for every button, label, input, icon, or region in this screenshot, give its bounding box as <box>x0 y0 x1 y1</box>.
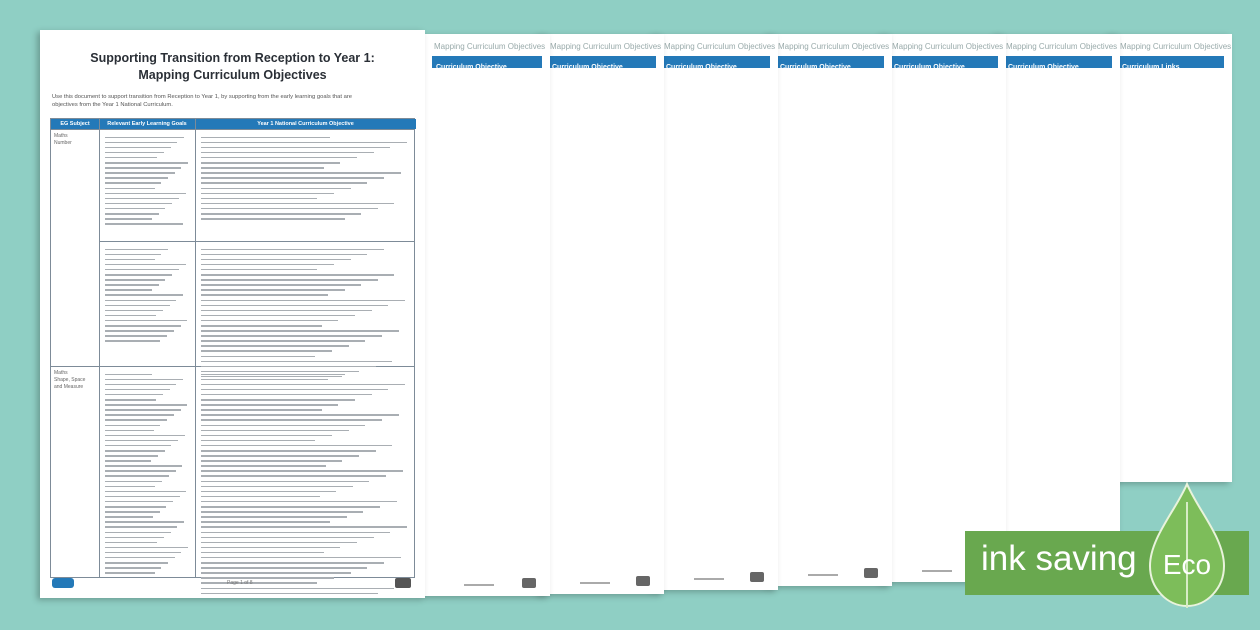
text-line <box>201 213 361 215</box>
back-page-header: Mapping Curriculum Objectives <box>778 42 890 51</box>
table-header-nc: Year 1 National Curriculum Objective <box>195 119 416 129</box>
nc-text-block-2 <box>201 245 409 381</box>
back-page-footer <box>778 570 882 578</box>
text-line <box>201 430 349 432</box>
text-line <box>201 315 355 317</box>
back-page-7 <box>1110 34 1232 482</box>
text-line <box>105 450 165 452</box>
title-line-1: Supporting Transition from Reception to Year 1: <box>90 51 375 65</box>
text-line <box>201 340 365 342</box>
text-line <box>201 414 399 416</box>
text-line <box>201 481 369 483</box>
text-line <box>201 172 401 174</box>
text-line <box>201 167 324 169</box>
text-line <box>201 335 382 337</box>
text-line <box>201 557 401 559</box>
back-page-3 <box>654 34 778 590</box>
text-line <box>105 399 156 401</box>
text-line <box>201 330 399 332</box>
text-line <box>201 593 378 595</box>
text-line <box>105 419 167 421</box>
text-line <box>105 465 182 467</box>
text-line <box>105 284 159 286</box>
text-line <box>201 137 330 139</box>
text-line <box>105 470 176 472</box>
text-line <box>105 310 163 312</box>
text-line <box>201 345 349 347</box>
back-page-table-header: Curriculum Objective <box>776 56 884 68</box>
intro-line-2: objectives from the Year 1 National Curriculum. <box>52 102 173 108</box>
text-line <box>105 511 160 513</box>
text-line <box>105 501 173 503</box>
text-line <box>201 572 351 574</box>
text-line <box>105 294 183 296</box>
front-page-footer <box>52 576 413 588</box>
text-line <box>105 137 184 139</box>
text-line <box>105 516 153 518</box>
text-line <box>105 526 177 528</box>
text-line <box>201 300 405 302</box>
text-line <box>105 188 155 190</box>
nc-text-block-1 <box>201 133 409 223</box>
text-line <box>201 289 345 291</box>
text-line <box>201 157 357 159</box>
text-line <box>105 425 160 427</box>
text-line <box>105 486 155 488</box>
text-line <box>105 374 152 376</box>
text-line <box>201 177 384 179</box>
text-line <box>105 557 175 559</box>
text-line <box>105 223 183 225</box>
back-page-header: Mapping Curriculum Objectives <box>434 42 546 51</box>
publisher-logo-icon <box>522 578 536 588</box>
text-line <box>105 142 177 144</box>
text-line <box>105 152 164 154</box>
nc-text-block-3 <box>201 370 409 598</box>
row1-subject: Maths Number <box>54 133 72 146</box>
back-page-table-header: Curriculum Links <box>1118 56 1224 68</box>
text-line <box>105 414 174 416</box>
text-line <box>105 254 161 256</box>
text-line <box>201 425 365 427</box>
text-line <box>201 279 378 281</box>
text-line <box>201 460 342 462</box>
text-line <box>105 562 168 564</box>
publisher-logo-icon <box>864 568 878 578</box>
text-line <box>201 470 403 472</box>
front-page <box>40 30 425 598</box>
text-line <box>201 389 388 391</box>
text-line <box>105 521 184 523</box>
eco-leaf-drop-icon <box>1148 482 1226 610</box>
text-line <box>105 177 168 179</box>
text-line <box>201 162 340 164</box>
text-line <box>105 279 165 281</box>
text-line <box>201 350 332 352</box>
text-line <box>105 274 172 276</box>
text-line <box>201 445 392 447</box>
text-line <box>201 506 380 508</box>
text-line <box>201 208 378 210</box>
text-line <box>105 330 174 332</box>
text-line <box>105 269 179 271</box>
text-line <box>105 379 183 381</box>
text-line <box>105 157 157 159</box>
twinkl-logo-icon <box>52 578 74 588</box>
text-line <box>105 218 152 220</box>
curriculum-table <box>50 118 415 578</box>
title-line-2: Mapping Curriculum Objectives <box>138 68 327 82</box>
text-line <box>201 547 340 549</box>
publisher-logo-icon <box>750 572 764 582</box>
text-line <box>105 440 178 442</box>
text-line <box>201 182 367 184</box>
text-line <box>201 537 374 539</box>
back-page-4 <box>768 34 892 586</box>
text-line <box>201 501 397 503</box>
text-line <box>105 305 170 307</box>
text-line <box>201 521 330 523</box>
text-line <box>201 193 334 195</box>
text-line <box>105 547 188 549</box>
text-line <box>201 249 384 251</box>
text-line <box>201 264 334 266</box>
text-line <box>201 152 374 154</box>
back-page-table-header: Curriculum Objective <box>548 56 656 68</box>
text-line <box>201 284 361 286</box>
text-line <box>105 384 176 386</box>
text-line <box>105 162 188 164</box>
page-number: Page 1 of 8 <box>227 580 253 586</box>
ink-saving-label: ink saving <box>981 539 1137 578</box>
text-line <box>105 147 171 149</box>
text-line <box>201 203 394 205</box>
text-line <box>201 465 326 467</box>
publisher-logo-icon <box>636 576 650 586</box>
text-line <box>105 208 165 210</box>
text-line <box>201 450 376 452</box>
text-line <box>201 142 407 144</box>
intro-text <box>52 93 413 109</box>
text-line <box>105 567 161 569</box>
back-page-header: Mapping Curriculum Objectives <box>1006 42 1118 51</box>
text-line <box>201 394 372 396</box>
text-line <box>201 325 322 327</box>
text-line <box>105 475 169 477</box>
text-line <box>105 325 181 327</box>
text-line <box>105 335 167 337</box>
text-line <box>201 259 351 261</box>
text-line <box>201 269 317 271</box>
text-line <box>201 294 328 296</box>
text-line <box>201 496 320 498</box>
eco-label: Eco <box>1162 549 1212 580</box>
text-line <box>105 167 181 169</box>
text-line <box>201 491 336 493</box>
text-line <box>105 264 186 266</box>
text-line <box>105 542 157 544</box>
text-line <box>105 506 166 508</box>
text-line <box>201 567 367 569</box>
text-line <box>201 310 372 312</box>
text-line <box>201 486 353 488</box>
elg-text-block-2 <box>105 245 189 345</box>
text-line <box>105 289 152 291</box>
back-page-header: Mapping Curriculum Objectives <box>550 42 662 51</box>
text-line <box>105 203 172 205</box>
text-line <box>201 374 345 376</box>
text-line <box>105 320 187 322</box>
text-line <box>201 356 315 358</box>
text-line <box>105 315 156 317</box>
text-line <box>105 537 164 539</box>
text-line <box>105 249 168 251</box>
back-page-header: Mapping Curriculum Objectives <box>1120 42 1232 51</box>
text-line <box>105 259 155 261</box>
text-line <box>201 404 338 406</box>
back-page-footer <box>664 574 768 582</box>
table-header-elg: Relevant Early Learning Goals <box>99 119 195 129</box>
back-page-2 <box>540 34 664 594</box>
text-line <box>105 572 155 574</box>
text-line <box>201 305 388 307</box>
text-line <box>201 320 338 322</box>
back-page-5 <box>882 34 1006 582</box>
text-line <box>105 496 180 498</box>
intro-line-1: Use this document to support transition from Reception to Year 1, by supporting from the early learning goals that are <box>52 94 352 100</box>
text-line <box>201 409 322 411</box>
text-line <box>201 552 324 554</box>
text-line <box>201 379 328 381</box>
back-page-table-header: Curriculum Objective <box>1004 56 1112 68</box>
back-page-table-header: Curriculum Objective <box>432 56 542 68</box>
text-line <box>201 440 315 442</box>
text-line <box>201 254 367 256</box>
text-line <box>105 404 187 406</box>
text-line <box>201 198 317 200</box>
text-line <box>105 213 159 215</box>
text-line <box>105 491 186 493</box>
text-line <box>201 366 376 368</box>
text-line <box>105 193 186 195</box>
back-page-table-header: Curriculum Objective <box>890 56 998 68</box>
back-page-1 <box>424 34 550 596</box>
elg-text-block-3 <box>105 370 189 577</box>
text-line <box>201 532 390 534</box>
text-line <box>201 526 407 528</box>
text-line <box>201 399 355 401</box>
text-line <box>201 516 347 518</box>
back-page-footer <box>434 580 540 588</box>
text-line <box>105 172 175 174</box>
text-line <box>105 552 181 554</box>
text-line <box>201 562 384 564</box>
text-line <box>201 455 359 457</box>
text-line <box>105 435 185 437</box>
text-line <box>201 475 386 477</box>
text-line <box>105 532 171 534</box>
back-page-header: Mapping Curriculum Objectives <box>664 42 776 51</box>
publisher-logo-icon <box>395 578 411 588</box>
text-line <box>201 361 392 363</box>
text-line <box>105 300 176 302</box>
text-line <box>105 198 179 200</box>
text-line <box>201 147 390 149</box>
text-line <box>201 218 345 220</box>
back-page-header: Mapping Curriculum Objectives <box>892 42 1004 51</box>
text-line <box>105 445 171 447</box>
text-line <box>201 542 357 544</box>
text-line <box>201 511 363 513</box>
page-title <box>40 50 425 84</box>
text-line <box>105 394 163 396</box>
text-line <box>201 419 382 421</box>
row2-subject: Maths Shape, Space and Measure <box>54 370 86 390</box>
text-line <box>201 188 351 190</box>
text-line <box>105 182 161 184</box>
text-line <box>105 389 170 391</box>
back-page-table-header: Curriculum Objective <box>662 56 770 68</box>
table-header-subject: EG Subject <box>51 119 99 129</box>
elg-text-block-1 <box>105 133 189 228</box>
text-line <box>201 435 332 437</box>
text-line <box>105 430 154 432</box>
back-page-6 <box>996 34 1120 574</box>
text-line <box>105 481 162 483</box>
text-line <box>105 460 151 462</box>
text-line <box>201 274 394 276</box>
text-line <box>105 409 181 411</box>
text-line <box>201 384 405 386</box>
text-line <box>105 455 158 457</box>
back-page-footer <box>550 578 654 586</box>
text-line <box>105 340 160 342</box>
